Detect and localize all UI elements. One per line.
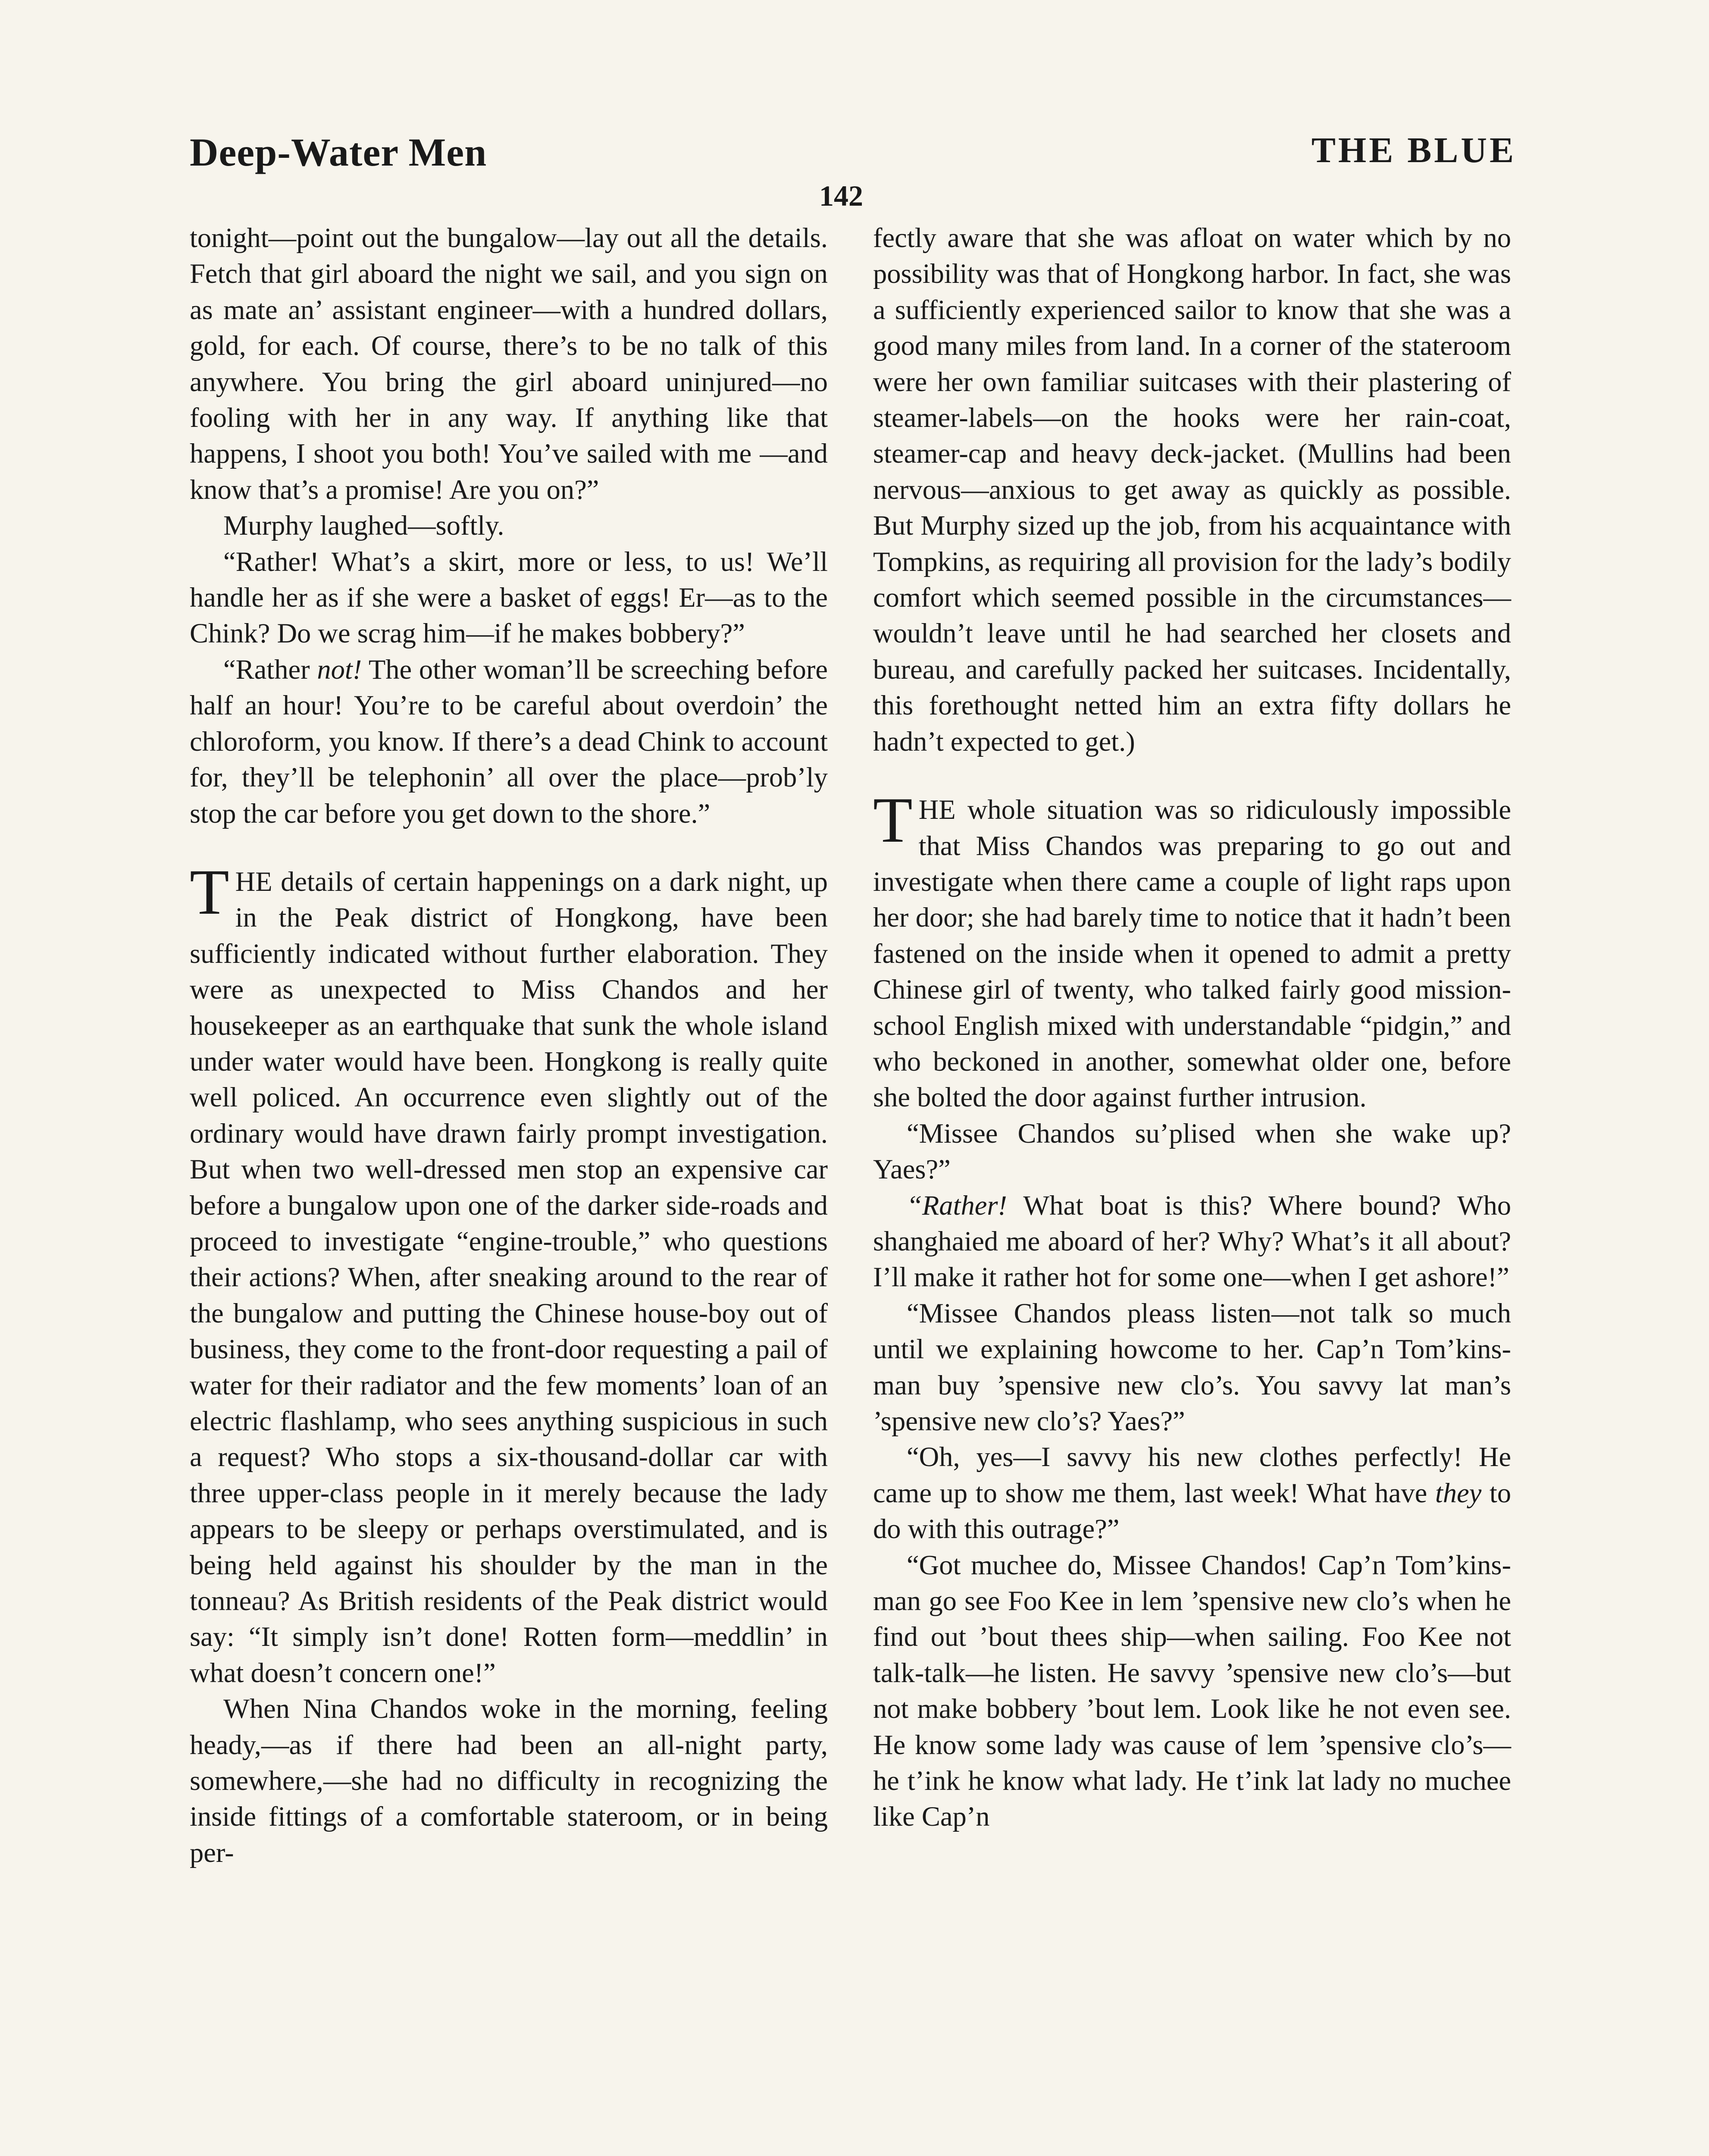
paragraph: tonight—point out the bungalow—lay out all the details. Fetch that girl aboard the night we sail, and you sign on as mate an’ assistant engineer—with a hundred dollars, gold, for each. Of course, there’s to be no talk of this anywhere. You bring the girl aboard uninjured—no fooling with her in any way. If anything like that happens, I shoot you both! You’ve sailed with me —and know that’s a promise! Are you on?” <box>190 222 828 505</box>
paragraph <box>873 1188 1511 1295</box>
text-run: HE details of certain happenings on a dark night, up in the Peak district of Hongkong, have been sufficiently indicated without further elaboration. They were as unexpected to Miss Chandos and her housekeeper as an earthquake that sunk the whole island under water would have been. Hongkong is really quite well policed. An occurrence even slightly out of the ordinary would have drawn fairly prompt investigation. But when two well-dressed men stop an expensive car before a bungalow upon one of the darker side-roads and proceed to investigate “engine-trouble,” who questions their actions? When, after sneaking around to the rear of the bungalow and putting the Chinese house-boy out of business, they come to the front-door requesting a pail of water for their radiator and the few moments’ loan of an electric flashlamp, who sees anything suspicious in such a request? Who stops a six-thousand-dollar car with three upper-class people in it merely because the lady appears to be sleepy or perhaps overstimulated, and is being held against his shoulder by the man in the tonneau? As British residents of the Peak district would say: “It simply isn’t done! Rotten form—meddlin’ in what doesn’t concern one!” <box>190 866 828 1688</box>
drop-cap: T <box>873 784 913 856</box>
magazine-title: THE BLUE <box>1311 130 1516 170</box>
drop-cap: T <box>190 856 229 928</box>
emphasis: not! <box>317 654 362 685</box>
section-opening-paragraph <box>190 856 828 1691</box>
paragraph: fectly aware that she was afloat on water which by no possibility was that of Hongkong harbor. In fact, she was a sufficiently experienced sailor to know that she was a good many miles from land. In a corner of the stateroom were her own familiar suitcases with their plastering of steamer-labels—on the hooks were her rain-coat, steamer-cap and heavy deck-jacket. (Mullins had been nervous—anxious to get away as quickly as possible. But Murphy sized up the job, from his acquaintance with Tompkins, as requiring all provision for the lady’s bodily comfort which seemed possible in the circumstances—wouldn’t leave until he had searched her closets and bureau, and carefully packed her suitcases. Incidentally, this forethought netted him an extra fifty dollars he hadn’t expected to get.) <box>873 222 1511 757</box>
section-opening-paragraph <box>873 784 1511 1116</box>
right-column <box>873 220 1511 1835</box>
page-number: 142 <box>819 179 863 212</box>
story-title: Deep-Water Men <box>190 130 487 174</box>
text-run: “Rather <box>223 654 317 685</box>
paragraph: When Nina Chandos woke in the morning, feeling heady,—as if there had been an all-night party, somewhere,—she had no difficulty in recognizing the inside fittings of a comfortable stateroom, or in being per- <box>190 1693 828 1868</box>
paragraph <box>190 652 828 831</box>
paragraph: Murphy laughed—softly. <box>223 510 504 541</box>
paragraph <box>873 1439 1511 1547</box>
left-column <box>190 220 828 1871</box>
text-run: to do with this outrage?” <box>873 1477 1511 1545</box>
emphasis: they <box>1435 1477 1482 1508</box>
emphasis: “Rather! <box>907 1190 1007 1221</box>
paragraph: “Got muchee do, Missee Chandos! Cap’n Tom’kins-man go see Foo Kee in lem ’spensive new clo’s when he find out ’bout thees ship—when sailing. Foo Kee not talk-talk—he listen. He savvy ’spensive new clo’s—but not make bobbery ’bout lem. Look like he not even see. He know some lady was cause of lem ’spensive clo’s—he t’ink he know what lady. He t’ink lat lady no muchee like Cap’n <box>873 1549 1511 1832</box>
text-run: What boat is this? Where bound? Who shanghaied me aboard of her? Why? What’s it all about? I’ll make it rather hot for some one—when I get ashore!” <box>873 1190 1511 1293</box>
paragraph: “Missee Chandos pleass listen—not talk so much until we explaining howcome to her. Cap’n Tom’kins-man buy ’spensive new clo’s. You savvy lat man’s ’spensive new clo’s? Yaes?” <box>873 1297 1511 1436</box>
paragraph: “Missee Chandos su’plised when she wake up? Yaes?” <box>873 1118 1511 1185</box>
paragraph: “Rather! What’s a skirt, more or less, to us! We’ll handle her as if she were a basket of eggs! Er—as to the Chink? Do we scrag him—if he makes bobbery?” <box>190 546 828 649</box>
text-run: “Oh, yes—I savvy his new clothes perfectly! He came up to show me them, last week! What have <box>873 1442 1511 1508</box>
text-run: HE whole situation was so ridiculously impossible that Miss Chandos was preparing to go out and investigate when there came a couple of light raps upon her door; she had barely time to notice that it hadn’t been fastened on the inside when it opened to admit a pretty Chinese girl of twenty, who talked fairly good mission-school English mixed with understandable “pidgin,” and who beckoned in another, somewhat older one, before she bolted the door against further intrusion. <box>873 794 1511 1113</box>
text-run: The other woman’ll be screeching before half an hour! You’re to be careful about overdoin’ the chloroform, you know. If there’s a dead Chink to account for, they’ll be telephonin’ all over the place—prob’ly stop the car before you get down to the shore.” <box>190 654 828 829</box>
